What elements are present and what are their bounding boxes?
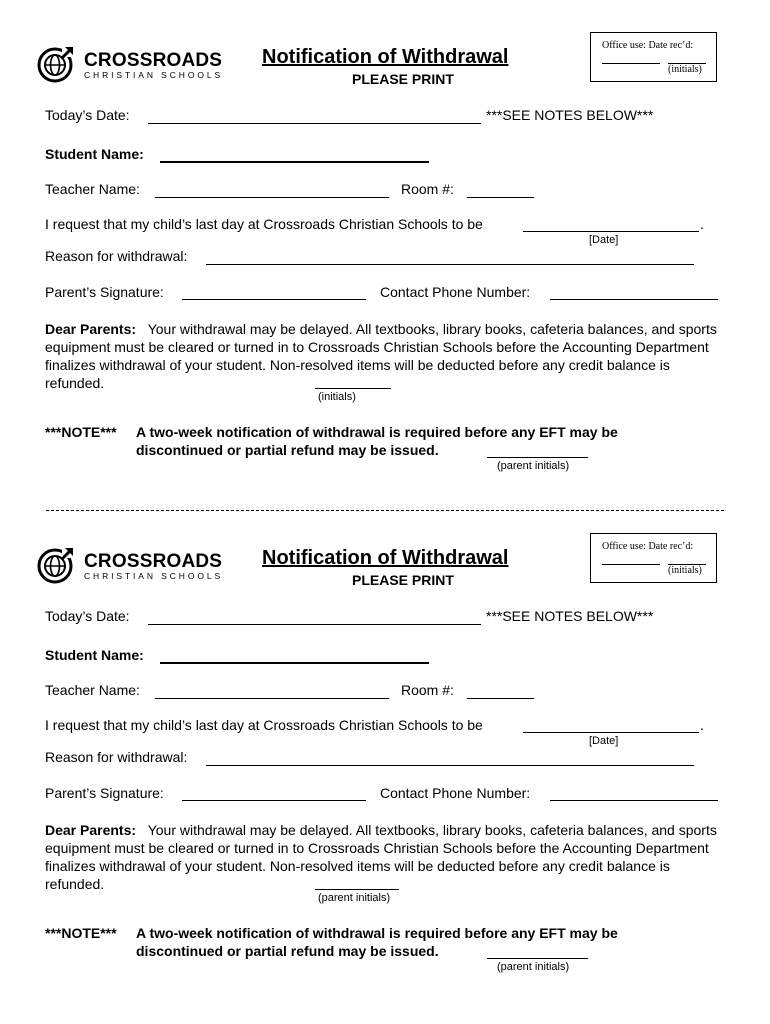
dear-parents-label: Dear Parents: [45, 822, 137, 838]
last-day-field[interactable] [523, 231, 699, 232]
date-caption: [Date] [589, 735, 619, 747]
school-logo [36, 545, 236, 585]
request-text: I request that my child’s last day at Crossroads Christian Schools to be [45, 216, 483, 232]
paragraph-initials-caption: (parent initials) [318, 892, 391, 904]
form-title: Notification of Withdrawal [262, 46, 509, 68]
office-initials-label: (initials) [668, 64, 702, 75]
note-line-1: A two-week notification of withdrawal is required before any EFT may be [136, 424, 618, 440]
note-label: ***NOTE*** [45, 925, 117, 941]
dear-parents-paragraph [45, 320, 725, 392]
teacher-name-label: Teacher Name: [45, 682, 140, 698]
student-name-field[interactable] [160, 662, 429, 664]
office-initials-label: (initials) [668, 565, 702, 576]
signature-field[interactable] [182, 800, 366, 801]
parent-initials-caption: (parent initials) [497, 460, 570, 472]
parent-initials-field[interactable] [487, 958, 588, 959]
todays-date-label: Today’s Date: [45, 608, 130, 624]
withdrawal-form-top [0, 0, 770, 500]
office-use-label: Office use: Date rec’d: [602, 541, 694, 552]
note-label: ***NOTE*** [45, 424, 117, 440]
dear-parents-paragraph [45, 821, 725, 893]
paragraph-initials-field[interactable] [315, 889, 399, 890]
todays-date-field[interactable] [148, 123, 481, 124]
request-period: . [700, 717, 704, 733]
logo-name: CROSSROADS [84, 551, 223, 572]
room-field[interactable] [467, 197, 534, 198]
teacher-name-field[interactable] [155, 197, 389, 198]
room-field[interactable] [467, 698, 534, 699]
note-line-2: discontinued or partial refund may be issued. [136, 442, 439, 458]
reason-label: Reason for withdrawal: [45, 248, 188, 264]
phone-field[interactable] [550, 299, 718, 300]
school-logo [36, 44, 236, 84]
office-date-line[interactable] [602, 564, 660, 565]
reason-field[interactable] [206, 765, 694, 766]
logo-subtitle: CHRISTIAN SCHOOLS [84, 70, 224, 80]
paragraph-initials-caption: (initials) [318, 391, 356, 403]
todays-date-label: Today’s Date: [45, 107, 130, 123]
teacher-name-label: Teacher Name: [45, 181, 140, 197]
office-use-box [590, 32, 717, 82]
form-subtitle: PLEASE PRINT [352, 572, 454, 588]
parent-initials-field[interactable] [487, 457, 588, 458]
room-label: Room #: [401, 682, 454, 698]
form-title: Notification of Withdrawal [262, 547, 509, 569]
office-date-line[interactable] [602, 63, 660, 64]
phone-label: Contact Phone Number: [380, 785, 531, 801]
see-notes-text: ***SEE NOTES BELOW*** [486, 107, 654, 123]
teacher-name-field[interactable] [155, 698, 389, 699]
see-notes-text: ***SEE NOTES BELOW*** [486, 608, 654, 624]
parent-initials-caption: (parent initials) [497, 961, 570, 973]
student-name-label: Student Name: [45, 647, 144, 663]
last-day-field[interactable] [523, 732, 699, 733]
reason-field[interactable] [206, 264, 694, 265]
date-caption: [Date] [589, 234, 619, 246]
logo-subtitle: CHRISTIAN SCHOOLS [84, 571, 224, 581]
globe-arrow-icon [36, 545, 76, 585]
dear-parents-text: Your withdrawal may be delayed. All textbooks, library books, cafeteria balances, and sports equipment must be cleared or turned in to Crossroads Christian Schools before the Accounting Department finalizes withdrawal of your student. Non-resolved items will be deducted before any credit balance is refunded. [45, 822, 717, 892]
note-line-2: discontinued or partial refund may be issued. [136, 943, 439, 959]
note-line-1: A two-week notification of withdrawal is required before any EFT may be [136, 925, 618, 941]
withdrawal-form-bottom [0, 501, 770, 1001]
signature-label: Parent’s Signature: [45, 785, 164, 801]
dear-parents-label: Dear Parents: [45, 321, 137, 337]
signature-label: Parent’s Signature: [45, 284, 164, 300]
logo-name: CROSSROADS [84, 50, 223, 71]
phone-label: Contact Phone Number: [380, 284, 531, 300]
todays-date-field[interactable] [148, 624, 481, 625]
dear-parents-text: Your withdrawal may be delayed. All textbooks, library books, cafeteria balances, and sports equipment must be cleared or turned in to Crossroads Christian Schools before the Accounting Department finalizes withdrawal of your student. Non-resolved items will be deducted before any credit balance is refunded. [45, 321, 717, 391]
request-text: I request that my child’s last day at Crossroads Christian Schools to be [45, 717, 483, 733]
request-period: . [700, 216, 704, 232]
reason-label: Reason for withdrawal: [45, 749, 188, 765]
form-subtitle: PLEASE PRINT [352, 71, 454, 87]
phone-field[interactable] [550, 800, 718, 801]
paragraph-initials-field[interactable] [315, 388, 391, 389]
student-name-field[interactable] [160, 161, 429, 163]
room-label: Room #: [401, 181, 454, 197]
office-use-label: Office use: Date rec’d: [602, 40, 694, 51]
student-name-label: Student Name: [45, 146, 144, 162]
globe-arrow-icon [36, 44, 76, 84]
office-use-box [590, 533, 717, 583]
signature-field[interactable] [182, 299, 366, 300]
